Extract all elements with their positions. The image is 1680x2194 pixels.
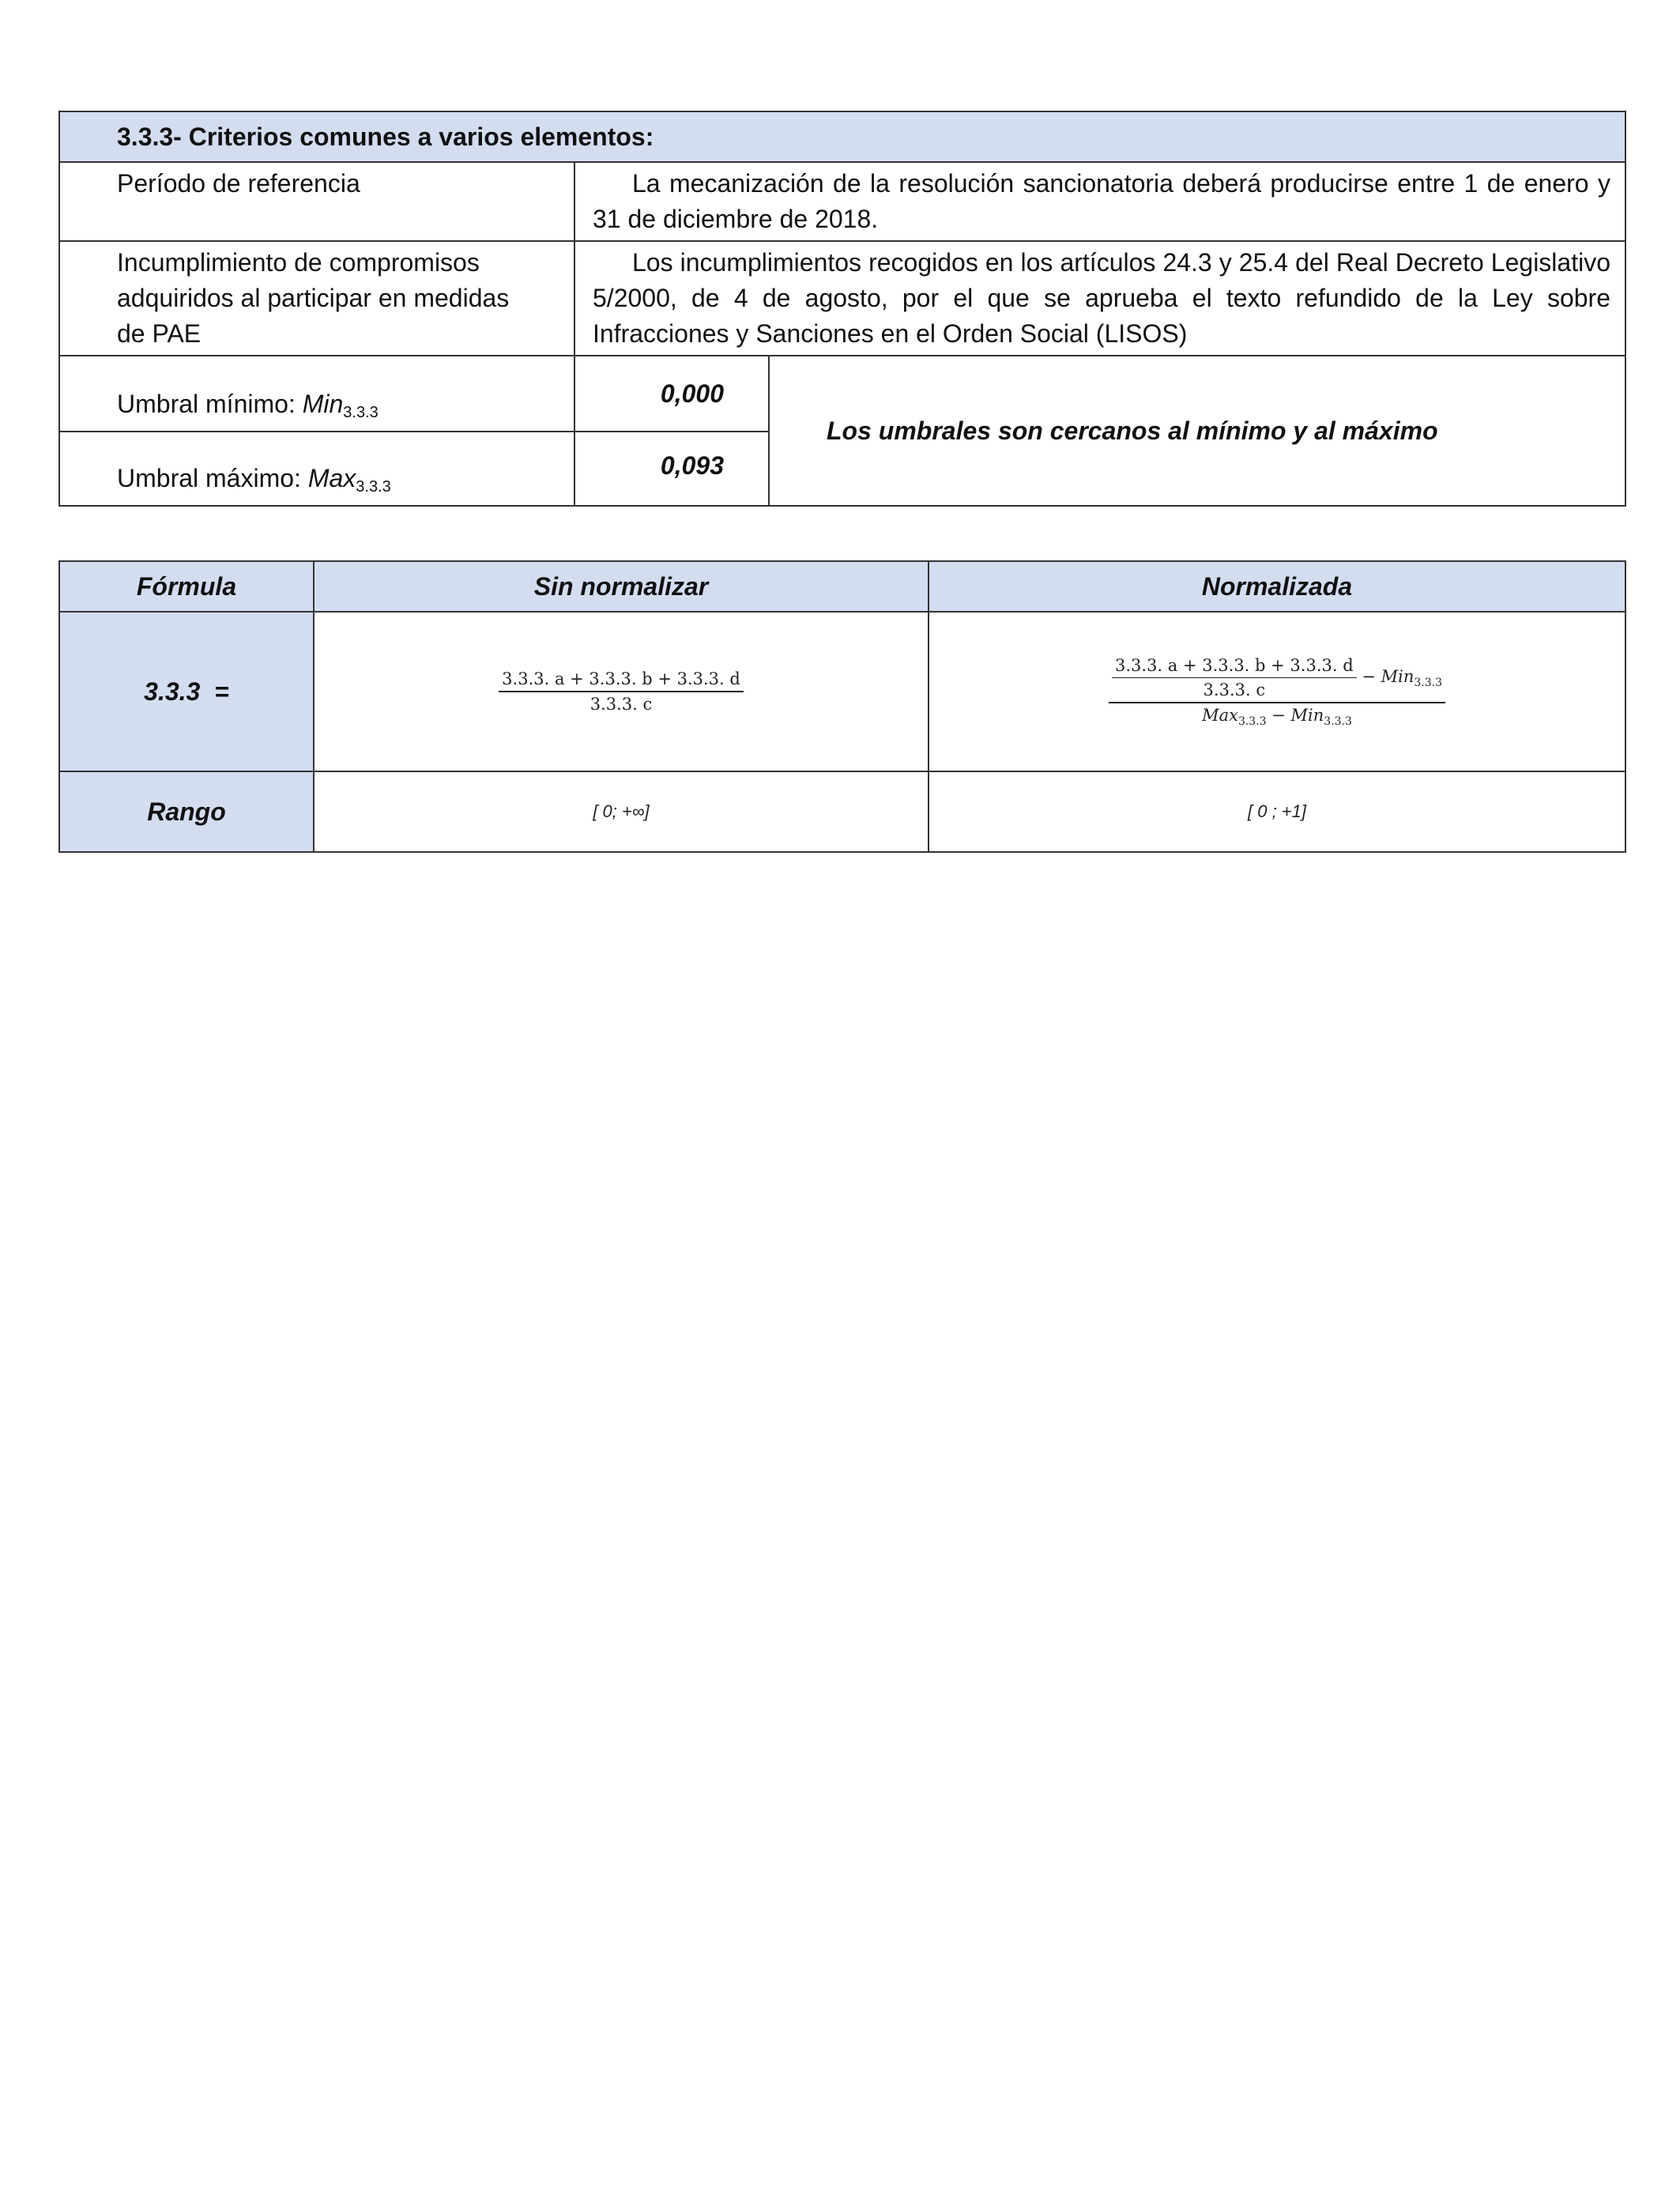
max-sub: 3.3.3 (356, 478, 391, 496)
umbral-max-value: 0,093 (574, 432, 769, 506)
normalized-denominator: Max$_{3.3.3}$ − Min$_{3.3.3}$ (1202, 705, 1352, 728)
range-raw: [ 0; +∞] (314, 771, 929, 852)
incumplimiento-label: Incumplimiento de compromisos adquiridos al participar en medidas de PAE (59, 241, 574, 356)
min-var: Min (302, 390, 344, 418)
normalized-formula (929, 612, 1625, 771)
raw-formula (314, 612, 929, 771)
incumplimiento-text: Los incumplimientos recogidos en los artículos 24.3 y 25.4 del Real Decreto Legislativo 5/2000, de 4 de agosto, por el que se aprueba el texto refundido de la Ley sobre Infracciones y Sanciones en el Orden Social (LISOS) (574, 241, 1625, 356)
formula-label: 3.3.3 = (59, 612, 314, 771)
header-sin-normalizar: Sin normalizar (314, 561, 929, 612)
max-var: Max (307, 464, 356, 492)
inner-fraction: $\frac{3.3.3. a + 3.3.3. b + 3.3.3. d}{3.3.3. c}$ (1112, 656, 1357, 699)
raw-fraction (499, 669, 744, 714)
header-formula: Fórmula (59, 561, 314, 612)
period-label: Período de referencia (59, 162, 574, 241)
range-label: Rango (59, 771, 314, 852)
umbral-min-label: Umbral mínimo: Min$_{3.3.3}$ (59, 356, 574, 432)
criteria-table (58, 111, 1626, 507)
umbral-min-value: 0,000 (574, 356, 769, 432)
normalized-fraction (1109, 656, 1445, 728)
umbral-max-label: Umbral máximo: Max$_{3.3.3}$ (59, 432, 574, 506)
normalized-numerator: $\frac{3.3.3. a + 3.3.3. b + 3.3.3. d}{3.3.3. c}$ − Min$_{3.3.3}$ (1109, 656, 1445, 703)
table-row (59, 356, 1625, 432)
table-row (59, 162, 1625, 241)
table-row (59, 771, 1625, 852)
table-row (59, 241, 1625, 356)
raw-numerator: 3.3.3. a + 3.3.3. b + 3.3.3. d (499, 669, 744, 692)
period-text: La mecanización de la resolución sancionatoria deberá producirse entre 1 de enero y 31 de diciembre de 2018. (574, 162, 1625, 241)
umbral-note: Los umbrales son cercanos al mínimo y al máximo (769, 356, 1625, 506)
header-normalizada: Normalizada (929, 561, 1625, 612)
range-normalized: [ 0 ; +1] (929, 771, 1625, 852)
formula-table (58, 560, 1626, 853)
raw-denominator: 3.3.3. c (590, 695, 653, 714)
table-row (59, 612, 1625, 771)
criteria-title: 3.3.3- Criterios comunes a varios elementos: (59, 111, 1625, 162)
min-sub: 3.3.3 (343, 404, 379, 421)
